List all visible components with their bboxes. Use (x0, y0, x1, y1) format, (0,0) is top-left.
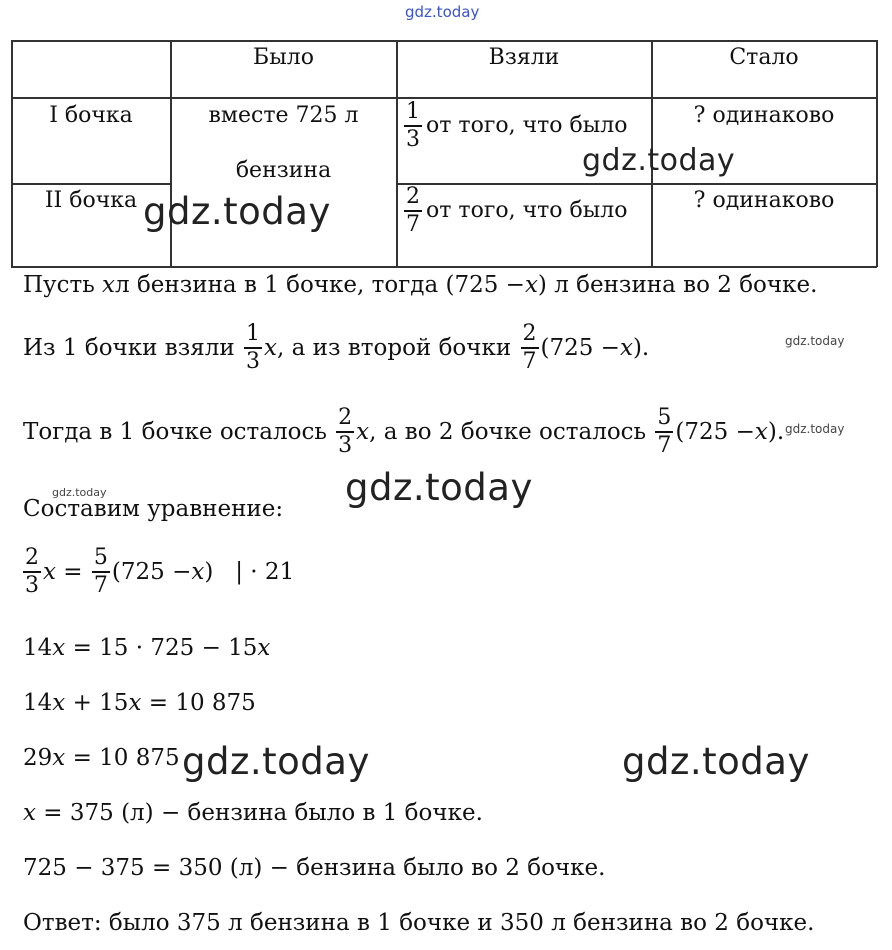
l2-text-b: , а из второй бочки (277, 334, 512, 361)
l3-text-d: ). (767, 418, 785, 445)
l1-text-c: ) л бензина во 2 бочке. (537, 272, 818, 298)
watermark-table-right: gdz.today (582, 143, 736, 178)
l3-f1-den: 3 (338, 432, 353, 458)
table-border-left (11, 40, 13, 267)
eq3-text-a: 14 (23, 690, 53, 716)
eq3-var-x2: x (128, 690, 142, 716)
row1-taken-numerator: 1 (406, 99, 420, 124)
answer-line: Ответ: было 375 л бензина в 1 бочке и 350 л бензина во 2 бочке. (23, 910, 815, 936)
equation-2 (23, 635, 270, 661)
l2-f1-num: 1 (246, 321, 261, 346)
l3-fraction-2 (655, 407, 673, 457)
eq1-fraction-1 (23, 547, 41, 597)
eq4-var-x: x (52, 745, 66, 771)
equation-3 (23, 690, 256, 716)
l3-f2-num: 5 (657, 405, 672, 430)
row1-label: I бочка (49, 103, 133, 128)
equation-5 (23, 800, 483, 826)
table-col-rule-2 (396, 40, 398, 267)
l2-f2-den: 7 (522, 348, 537, 374)
l1-text-a: Пусть (23, 272, 95, 298)
l2-f2-num: 2 (522, 321, 537, 346)
header-vzyali: Взяли (488, 45, 560, 70)
l3-var-x: x (356, 418, 370, 445)
l1-var-x2: x (524, 272, 538, 298)
l2-text-d: ). (632, 334, 650, 361)
l3-fraction-1 (336, 407, 354, 457)
l2-f1-den: 3 (246, 348, 261, 374)
solution-line-3 (23, 407, 784, 457)
eq2-var-x: x (52, 635, 66, 661)
watermark-small-2: gdz.today (785, 422, 845, 436)
eq1-f2-den: 7 (93, 572, 108, 598)
header-stalo: Стало (729, 45, 799, 70)
eq3-text-c: = 10 875 (141, 690, 256, 716)
eq1-text-a: = (55, 558, 90, 585)
equation-4 (23, 745, 180, 771)
row2-taken-fraction (404, 186, 422, 236)
eq1-f1-den: 3 (25, 572, 39, 598)
row2-taken-denominator: 7 (406, 211, 420, 237)
l3-var-x2: x (754, 418, 768, 445)
l2-var-x: x (264, 334, 278, 361)
eq4-text-a: 29 (23, 745, 53, 771)
solution-line-2 (23, 323, 649, 373)
eq4-text-b: = 10 875 (65, 745, 180, 771)
watermark-small-1: gdz.today (785, 334, 845, 348)
l3-f2-den: 7 (657, 432, 672, 458)
equation-1 (23, 547, 294, 597)
watermark-small-3: gdz.today (52, 486, 107, 499)
l3-text-a: Тогда в 1 бочке осталось (23, 418, 327, 445)
watermark-low-left: gdz.today (182, 740, 370, 783)
watermark-top: gdz.today (405, 3, 480, 21)
l2-fraction-1 (244, 323, 262, 373)
l2-text-c: (725 − (540, 334, 620, 361)
eq1-text-b: (725 − (111, 558, 192, 585)
table-border-top (11, 40, 877, 42)
eq3-var-x: x (52, 690, 66, 716)
watermark-mid: gdz.today (345, 466, 533, 509)
row1-taken-denominator: 3 (406, 126, 420, 152)
eq5-var-x: x (23, 800, 36, 826)
eq3-text-b: + 15 (65, 690, 129, 716)
eq2-var-x2: x (257, 635, 271, 661)
watermark-low-right: gdz.today (622, 740, 810, 783)
was-line1: вместе 725 л (208, 103, 359, 128)
watermark-table-left: gdz.today (143, 190, 331, 233)
eq1-var-x2: x (191, 558, 205, 585)
l3-f1-num: 2 (338, 405, 353, 430)
eq1-text-c: ) | · 21 (204, 558, 295, 585)
eq5-text-a: = 375 (л) − бензина было в 1 бочке. (35, 800, 483, 826)
table-rule-2a (11, 183, 171, 185)
solution-line-4: Составим уравнение: (23, 496, 284, 522)
l2-var-x2: x (619, 334, 633, 361)
eq2-text-a: 14 (23, 635, 53, 661)
row2-taken-numerator: 2 (406, 184, 420, 209)
row1-taken-fraction (404, 101, 422, 151)
eq2-text-b: = 15 · 725 − 15 (65, 635, 258, 661)
table-border-right (876, 40, 878, 267)
row2-result: ? одинаково (693, 188, 835, 213)
was-line2: бензина (235, 158, 332, 183)
row1-result: ? одинаково (693, 103, 835, 128)
row1-taken-text: от того, что было (426, 113, 628, 139)
eq1-fraction-2 (92, 547, 110, 597)
header-bylo: Было (253, 45, 314, 70)
row2-taken (404, 186, 628, 236)
eq1-var-x: x (43, 558, 56, 585)
row2-taken-text: от того, что было (426, 198, 628, 224)
eq1-f1-num: 2 (25, 545, 39, 570)
l3-text-c: (725 − (675, 418, 755, 445)
l2-fraction-2 (521, 323, 539, 373)
l1-var-x: x (102, 272, 116, 298)
l2-text-a: Из 1 бочки взяли (23, 334, 235, 361)
equation-6: 725 − 375 = 350 (л) − бензина было во 2 бочке. (23, 855, 606, 881)
table-rule-2b (396, 183, 877, 185)
l3-text-b: , а во 2 бочке осталось (369, 418, 647, 445)
l1-text-b: л бензина в 1 бочке, тогда (725 − (115, 272, 525, 298)
table-border-bottom (11, 266, 877, 268)
row2-label: II бочка (44, 188, 138, 213)
eq1-f2-num: 5 (93, 545, 108, 570)
solution-line-1 (23, 272, 817, 298)
table-rule-1 (11, 97, 877, 99)
